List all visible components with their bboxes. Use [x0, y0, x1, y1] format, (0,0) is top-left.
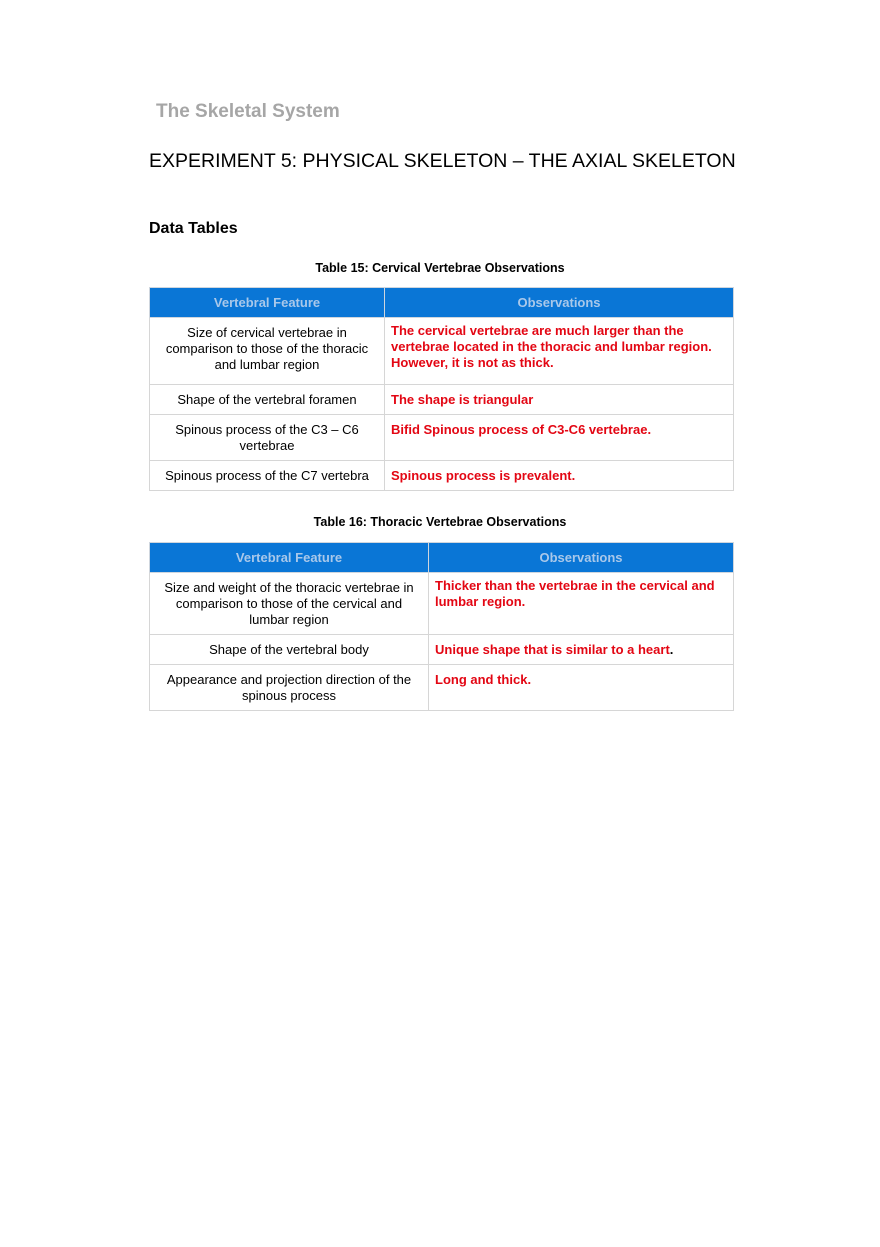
feature-cell: Size and weight of the thoracic vertebrae in comparison to those of the cervical and lumbar region — [150, 573, 429, 635]
table-row — [150, 635, 734, 665]
table-header-row — [150, 543, 734, 573]
observation-period: . — [669, 642, 674, 657]
table-16-caption: Table 16: Thoracic Vertebrae Observations — [313, 515, 567, 529]
column-header-observations: Observations — [429, 543, 734, 573]
section-heading: Data Tables — [149, 220, 238, 237]
table-row — [150, 318, 734, 385]
column-header-feature: Vertebral Feature — [150, 543, 429, 573]
table-row — [150, 385, 734, 415]
feature-cell: Spinous process of the C3 – C6 vertebrae — [150, 415, 385, 461]
table-row — [150, 415, 734, 461]
experiment-title: EXPERIMENT 5: PHYSICAL SKELETON – THE AXIAL SKELETON — [149, 150, 736, 172]
observation-cell: Bifid Spinous process of C3-C6 vertebrae. — [385, 415, 734, 461]
table-row — [150, 573, 734, 635]
feature-cell: Shape of the vertebral body — [150, 635, 429, 665]
observation-cell: Long and thick. — [429, 665, 734, 711]
feature-cell: Size of cervical vertebrae in comparison to those of the thoracic and lumbar region — [150, 318, 385, 385]
document-header-title: The Skeletal System — [156, 101, 340, 122]
observation-cell — [429, 635, 734, 665]
thoracic-vertebrae-table — [149, 542, 734, 711]
column-header-feature: Vertebral Feature — [150, 288, 385, 318]
table-15-caption: Table 15: Cervical Vertebrae Observations — [315, 261, 565, 275]
feature-cell: Appearance and projection direction of the spinous process — [150, 665, 429, 711]
column-header-observations: Observations — [385, 288, 734, 318]
feature-cell: Shape of the vertebral foramen — [150, 385, 385, 415]
observation-cell: Spinous process is prevalent. — [385, 461, 734, 491]
table-row — [150, 665, 734, 711]
cervical-vertebrae-table — [149, 287, 734, 491]
feature-cell: Spinous process of the C7 vertebra — [150, 461, 385, 491]
observation-text: Unique shape that is similar to a heart — [435, 642, 670, 657]
table-header-row — [150, 288, 734, 318]
observation-cell: Thicker than the vertebrae in the cervical and lumbar region. — [429, 573, 734, 635]
table-row — [150, 461, 734, 491]
observation-cell: The cervical vertebrae are much larger than the vertebrae located in the thoracic and lumbar region. However, it is not as thick. — [385, 318, 734, 385]
observation-cell: The shape is triangular — [385, 385, 734, 415]
